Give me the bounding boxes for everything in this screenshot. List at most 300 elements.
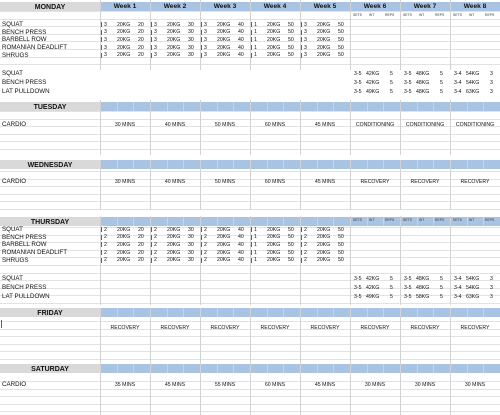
gridline <box>267 160 268 169</box>
cell-thursday-w3[interactable] <box>200 249 250 257</box>
reps-value: 50 <box>338 52 344 59</box>
exercise-label: CARDIO <box>2 178 27 185</box>
gridline <box>117 308 118 317</box>
gridline <box>350 160 351 169</box>
cell-thursday-w8[interactable] <box>450 275 500 284</box>
cell-thursday-w2[interactable] <box>150 257 200 265</box>
week-header: Week 7 <box>413 2 437 10</box>
gridline <box>350 310 351 365</box>
cell-thursday-w5[interactable] <box>300 226 350 234</box>
cell-monday-w6[interactable] <box>350 79 400 88</box>
reps-value: 50 <box>288 234 294 241</box>
gridline <box>400 364 401 373</box>
day-cell-value: RECOVERY <box>460 178 490 185</box>
week-header: Week 4 <box>263 2 287 10</box>
sets-value: 2 <box>104 226 107 233</box>
cell-thursday-w3[interactable] <box>200 234 250 242</box>
gridline <box>100 160 101 169</box>
weight-value: 20KG <box>117 241 131 248</box>
gridline <box>167 160 168 169</box>
cell-thursday-w8[interactable] <box>450 284 500 293</box>
cell-thursday-w5[interactable] <box>300 249 350 257</box>
cell-thursday-w4[interactable] <box>250 257 300 265</box>
gridline <box>200 217 201 226</box>
gridline <box>317 160 318 169</box>
day-cell-value: 30 MINS <box>114 121 136 128</box>
gridline <box>417 364 418 373</box>
reps-value: 20 <box>138 257 144 264</box>
exercise-label: BENCH PRESS <box>2 233 47 241</box>
cell-monday-w4[interactable] <box>250 29 300 37</box>
gridline <box>267 217 268 226</box>
cell-monday-w4[interactable] <box>250 21 300 29</box>
cell-thursday-w2[interactable] <box>150 241 200 249</box>
cell-monday-w4[interactable] <box>250 44 300 52</box>
cell-thursday-w2[interactable] <box>150 249 200 257</box>
gridline <box>100 370 101 415</box>
gridline <box>217 102 218 111</box>
day-cell-value: RECOVERY <box>160 324 190 331</box>
weight-value: 20KG <box>267 249 281 256</box>
cell-saturday-week6[interactable] <box>350 380 400 389</box>
sets-value: 3 <box>204 52 207 59</box>
sets-value: 1 <box>254 29 257 36</box>
cell-thursday-w5[interactable] <box>300 241 350 249</box>
cell-wednesday-week1[interactable] <box>100 177 150 186</box>
day-cell-value: RECOVERY <box>410 324 440 331</box>
cell-monday-w2[interactable] <box>150 21 200 29</box>
day-cell-value: 45 MINS <box>314 178 336 185</box>
gridline <box>150 310 151 365</box>
gridline <box>367 217 368 226</box>
sets-value: 3 <box>104 36 107 43</box>
sub-header: REPS <box>385 13 395 17</box>
gridline <box>400 308 401 317</box>
cell-thursday-w1[interactable] <box>100 257 150 265</box>
gridline <box>267 364 268 373</box>
sets-value: 3-5 <box>404 88 412 95</box>
reps-value: 3 <box>490 284 493 291</box>
cell-saturday-week2[interactable] <box>150 380 200 389</box>
gridline <box>250 2 251 11</box>
reps-value: 40 <box>238 29 244 36</box>
cell-monday-w5[interactable] <box>300 36 350 44</box>
gridline <box>300 308 301 317</box>
sets-value: 3 <box>154 36 157 43</box>
cell-wednesday-week3[interactable] <box>200 177 250 186</box>
cell-tuesday-week4[interactable] <box>250 120 300 129</box>
gridline <box>100 364 101 373</box>
exercise-label: CARDIO <box>2 381 27 388</box>
cell-monday-w1[interactable] <box>100 21 150 29</box>
reps-value: 50 <box>338 241 344 248</box>
weight-value: 63KG <box>466 88 480 95</box>
sets-value: 2 <box>104 257 107 264</box>
cell-saturday-week8[interactable] <box>450 380 500 389</box>
gridline <box>350 308 351 317</box>
weight-value: 54KG <box>466 284 480 291</box>
reps-value: 30 <box>188 257 194 264</box>
gridline <box>300 102 301 111</box>
gridline <box>250 364 251 373</box>
cell-monday-w2[interactable] <box>150 44 200 52</box>
gridline <box>317 102 318 111</box>
day-cell-value: 40 MINS <box>164 178 186 185</box>
cell-monday-w8[interactable] <box>450 88 500 97</box>
reps-value: 30 <box>188 52 194 59</box>
gridline <box>233 364 234 373</box>
cell-monday-w3[interactable] <box>200 21 250 29</box>
cell-wednesday-week5[interactable] <box>300 177 350 186</box>
sets-value: 2 <box>204 257 207 264</box>
cell-thursday-w4[interactable] <box>250 241 300 249</box>
day-cell-value: 45 MINS <box>314 381 336 388</box>
day-cell-value: RECOVERY <box>110 324 140 331</box>
gridline <box>283 308 284 317</box>
gridline <box>250 310 251 365</box>
reps-value: 50 <box>338 249 344 256</box>
gridline <box>167 217 168 226</box>
sets-value: 2 <box>304 234 307 241</box>
weight-value: 20KG <box>117 21 131 28</box>
gridline <box>117 217 118 226</box>
cell-thursday-w4[interactable] <box>250 249 300 257</box>
cell-monday-w2[interactable] <box>150 36 200 44</box>
weight-value: 20KG <box>117 36 131 43</box>
sets-value: 1 <box>254 226 257 233</box>
gridline <box>100 2 101 11</box>
weight-value: 20KG <box>267 226 281 233</box>
cell-thursday-w1[interactable] <box>100 234 150 242</box>
sets-value: 2 <box>104 234 107 241</box>
cell-thursday-w7[interactable] <box>400 293 450 302</box>
weight-value: 48KG <box>416 275 430 282</box>
sets-value: 3-5 <box>354 70 362 77</box>
gridline <box>333 364 334 373</box>
reps-value: 40 <box>238 249 244 256</box>
cell-wednesday-week8[interactable] <box>450 177 500 186</box>
cell-friday-week6[interactable] <box>350 323 400 332</box>
cell-tuesday-week1[interactable] <box>100 120 150 129</box>
cell-thursday-w6[interactable] <box>350 284 400 293</box>
cell-thursday-w2[interactable] <box>150 234 200 242</box>
cell-thursday-w1[interactable] <box>100 241 150 249</box>
cell-thursday-w8[interactable] <box>450 293 500 302</box>
cell-monday-w5[interactable] <box>300 52 350 60</box>
weight-value: 20KG <box>267 52 281 59</box>
weight-value: 20KG <box>167 29 181 36</box>
reps-value: 30 <box>188 249 194 256</box>
cell-monday-w7[interactable] <box>400 70 450 79</box>
gridline <box>350 2 351 11</box>
gridline <box>183 308 184 317</box>
cell-thursday-w7[interactable] <box>400 284 450 293</box>
gridline <box>150 160 151 169</box>
gridline <box>150 364 151 373</box>
gridline <box>400 102 401 111</box>
gridline <box>333 102 334 111</box>
cell-saturday-week4[interactable] <box>250 380 300 389</box>
gridline <box>433 308 434 317</box>
gridline <box>150 2 151 11</box>
cell-thursday-w5[interactable] <box>300 234 350 242</box>
cell-friday-week4[interactable] <box>250 323 300 332</box>
reps-value: 50 <box>288 226 294 233</box>
week-header: Week 2 <box>163 2 187 10</box>
sets-value: 2 <box>304 226 307 233</box>
exercise-label: SQUAT <box>2 70 23 77</box>
gridline <box>433 160 434 169</box>
sets-value: 2 <box>304 257 307 264</box>
cell-thursday-w1[interactable] <box>100 249 150 257</box>
gridline <box>133 364 134 373</box>
cell-monday-w5[interactable] <box>300 29 350 37</box>
cell-thursday-w4[interactable] <box>250 226 300 234</box>
cell-monday-w7[interactable] <box>400 79 450 88</box>
gridline <box>250 102 251 111</box>
cell-monday-w1[interactable] <box>100 29 150 37</box>
gridline <box>233 217 234 226</box>
cell-friday-week1[interactable] <box>100 323 150 332</box>
sets-value: 3 <box>104 52 107 59</box>
reps-value: 50 <box>288 44 294 51</box>
day-label: TUESDAY <box>33 103 67 111</box>
gridline <box>233 102 234 111</box>
cell-monday-w3[interactable] <box>200 36 250 44</box>
cell-thursday-w6[interactable] <box>350 275 400 284</box>
gridline <box>183 217 184 226</box>
reps-value: 30 <box>188 29 194 36</box>
cell-monday-w5[interactable] <box>300 44 350 52</box>
cell-saturday-week1[interactable] <box>100 380 150 389</box>
sets-value: 3-4 <box>454 79 462 86</box>
weight-value: 20KG <box>117 52 131 59</box>
gridline <box>133 102 134 111</box>
sets-value: 3-5 <box>354 293 362 300</box>
reps-value: 5 <box>440 284 443 291</box>
cell-wednesday-week2[interactable] <box>150 177 200 186</box>
week-header: Week 8 <box>463 2 487 10</box>
cell-saturday-week7[interactable] <box>400 380 450 389</box>
cell-tuesday-week8[interactable] <box>450 120 500 129</box>
reps-value: 20 <box>138 21 144 28</box>
cell-thursday-w1[interactable] <box>100 226 150 234</box>
gridline <box>383 308 384 317</box>
sets-value: 3-5 <box>404 284 412 291</box>
reps-value: 40 <box>238 257 244 264</box>
week-header: Week 1 <box>113 2 137 10</box>
weight-value: 20KG <box>317 52 331 59</box>
week-header: Week 6 <box>363 2 387 10</box>
cell-monday-w6[interactable] <box>350 88 400 97</box>
cell-friday-week8[interactable] <box>450 323 500 332</box>
cell-monday-w2[interactable] <box>150 29 200 37</box>
cell-monday-w1[interactable] <box>100 52 150 60</box>
gridline <box>450 217 451 226</box>
reps-value: 30 <box>188 44 194 51</box>
day-cell-value: RECOVERY <box>260 324 290 331</box>
sub-header: REPS <box>485 218 495 222</box>
cell-tuesday-week7[interactable] <box>400 120 450 129</box>
cell-friday-week7[interactable] <box>400 323 450 332</box>
weight-value: 20KG <box>217 21 231 28</box>
sets-value: 3 <box>154 52 157 59</box>
gridline <box>333 308 334 317</box>
cell-tuesday-week3[interactable] <box>200 120 250 129</box>
cell-monday-w7[interactable] <box>400 88 450 97</box>
gridline <box>450 310 451 365</box>
weight-value: 54KG <box>466 275 480 282</box>
gridline <box>367 364 368 373</box>
sub-header: SETS <box>453 218 462 222</box>
sets-value: 3 <box>104 21 107 28</box>
cell-friday-week5[interactable] <box>300 323 350 332</box>
sets-value: 1 <box>254 21 257 28</box>
cell-wednesday-week6[interactable] <box>350 177 400 186</box>
reps-value: 30 <box>188 226 194 233</box>
gridline <box>200 370 201 415</box>
gridline <box>283 160 284 169</box>
cell-wednesday-week7[interactable] <box>400 177 450 186</box>
cell-thursday-w4[interactable] <box>250 234 300 242</box>
reps-value: 3 <box>490 88 493 95</box>
sets-value: 3-4 <box>454 70 462 77</box>
exercise-label: SQUAT <box>2 21 23 28</box>
exercise-label: ROMANIAN DEADLIFT <box>2 44 67 52</box>
gridline <box>200 364 201 373</box>
cell-monday-w2[interactable] <box>150 52 200 60</box>
weight-value: 42KG <box>366 79 380 86</box>
weight-value: 20KG <box>217 257 231 264</box>
cell-monday-w1[interactable] <box>100 36 150 44</box>
sets-value: 3-5 <box>354 79 362 86</box>
gridline <box>317 308 318 317</box>
gridline <box>467 364 468 373</box>
gridline <box>350 217 351 226</box>
weight-value: 54KG <box>466 70 480 77</box>
cell-thursday-w7[interactable] <box>400 275 450 284</box>
reps-value: 50 <box>288 21 294 28</box>
cell-thursday-w5[interactable] <box>300 257 350 265</box>
cell-tuesday-week5[interactable] <box>300 120 350 129</box>
reps-value: 50 <box>338 44 344 51</box>
cell-tuesday-week6[interactable] <box>350 120 400 129</box>
sets-value: 3 <box>304 52 307 59</box>
sets-value: 2 <box>304 249 307 256</box>
reps-value: 3 <box>490 293 493 300</box>
cell-thursday-w3[interactable] <box>200 241 250 249</box>
cell-monday-w3[interactable] <box>200 44 250 52</box>
gridline <box>417 217 418 226</box>
exercise-label: SHRUGS <box>2 51 29 59</box>
sets-value: 2 <box>154 249 157 256</box>
cell-monday-w8[interactable] <box>450 79 500 88</box>
gridline <box>150 102 151 111</box>
cell-monday-w1[interactable] <box>100 44 150 52</box>
gridline <box>383 102 384 111</box>
weight-value: 20KG <box>167 257 181 264</box>
cell-monday-w5[interactable] <box>300 21 350 29</box>
day-cell-value: 45 MINS <box>164 381 186 388</box>
sets-value: 3-4 <box>454 88 462 95</box>
cell-friday-week3[interactable] <box>200 323 250 332</box>
cell-thursday-w6[interactable] <box>350 293 400 302</box>
day-cell-value: RECOVERY <box>360 178 390 185</box>
gridline <box>450 308 451 317</box>
cell-monday-w8[interactable] <box>450 70 500 79</box>
cell-friday-week2[interactable] <box>150 323 200 332</box>
cell-thursday-w3[interactable] <box>200 257 250 265</box>
weight-value: 48KG <box>416 88 430 95</box>
weight-value: 20KG <box>217 29 231 36</box>
gridline <box>217 160 218 169</box>
gridline <box>317 364 318 373</box>
cell-saturday-week5[interactable] <box>300 380 350 389</box>
gridline <box>183 102 184 111</box>
gridline <box>300 364 301 373</box>
gridline <box>150 370 151 415</box>
cell-tuesday-week2[interactable] <box>150 120 200 129</box>
sub-header: REPS <box>485 13 495 17</box>
cell-thursday-w3[interactable] <box>200 226 250 234</box>
gridline <box>133 160 134 169</box>
sets-value: 3-5 <box>354 284 362 291</box>
sub-header: SETS <box>453 13 462 17</box>
exercise-label: LAT PULLDOWN <box>2 293 50 300</box>
cell-thursday-w2[interactable] <box>150 226 200 234</box>
sets-value: 3-5 <box>404 70 412 77</box>
gridline <box>167 364 168 373</box>
day-cell-value: 50 MINS <box>214 178 236 185</box>
reps-value: 50 <box>338 234 344 241</box>
sets-value: 1 <box>254 241 257 248</box>
weight-value: 49KG <box>366 293 380 300</box>
weight-value: 20KG <box>317 44 331 51</box>
reps-value: 40 <box>238 36 244 43</box>
gridline <box>483 160 484 169</box>
exercise-label: BARBELL ROW <box>2 36 47 44</box>
weight-value: 20KG <box>167 21 181 28</box>
day-cell-value: 30 MINS <box>114 178 136 185</box>
sets-value: 3-4 <box>454 275 462 282</box>
cell-saturday-week3[interactable] <box>200 380 250 389</box>
sets-value: 2 <box>104 241 107 248</box>
sets-value: 2 <box>154 234 157 241</box>
cell-monday-w6[interactable] <box>350 70 400 79</box>
week-header: Week 5 <box>313 2 337 10</box>
gridline <box>200 160 201 169</box>
weight-value: 42KG <box>366 275 380 282</box>
cell-monday-w3[interactable] <box>200 52 250 60</box>
cell-monday-w4[interactable] <box>250 36 300 44</box>
cell-monday-w4[interactable] <box>250 52 300 60</box>
weight-value: 20KG <box>217 44 231 51</box>
reps-value: 40 <box>238 241 244 248</box>
exercise-label: SHRUGS <box>2 256 29 264</box>
day-cell-value: CONDITIONING <box>355 121 395 128</box>
cell-monday-w3[interactable] <box>200 29 250 37</box>
gridline <box>200 310 201 365</box>
gridline <box>383 160 384 169</box>
reps-value: 30 <box>188 241 194 248</box>
cell-wednesday-week4[interactable] <box>250 177 300 186</box>
sub-header: WT <box>369 218 375 222</box>
day-cell-value: RECOVERY <box>310 324 340 331</box>
exercise-label: ROMANIAN DEADLIFT <box>2 249 67 257</box>
weight-value: 20KG <box>217 249 231 256</box>
selection-marker <box>1 320 2 328</box>
sets-value: 3-5 <box>404 293 412 300</box>
